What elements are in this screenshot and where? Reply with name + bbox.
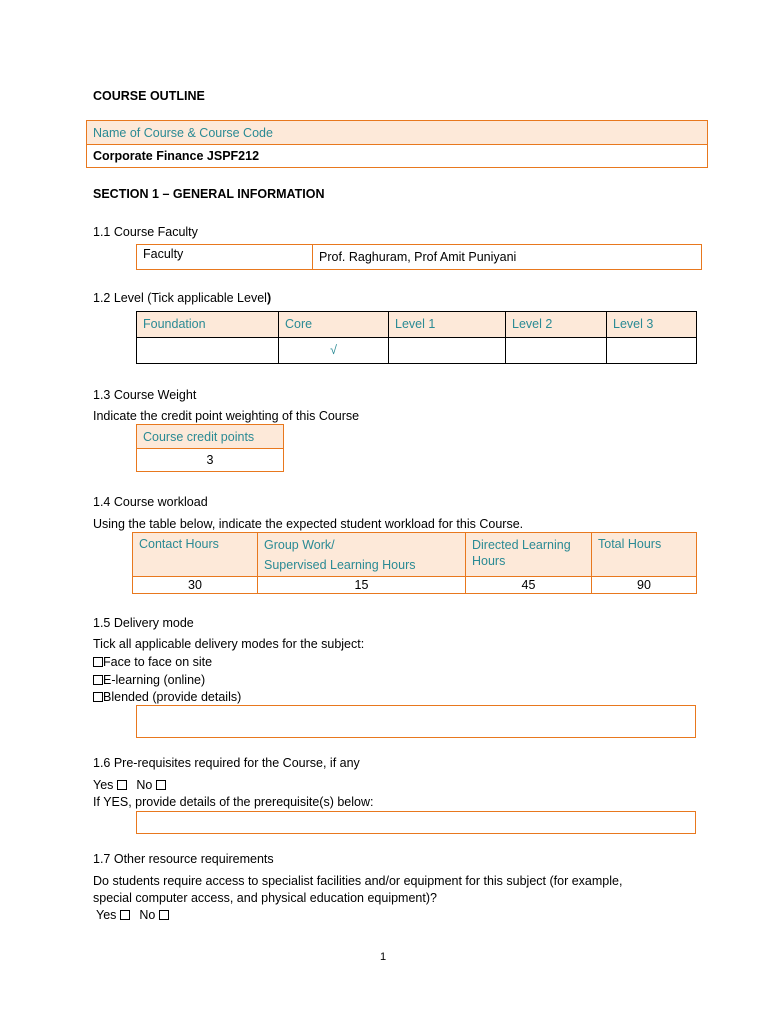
delivery-instruction: Tick all applicable delivery modes for the subject: xyxy=(93,637,365,651)
workload-directed-value: 45 xyxy=(466,577,592,594)
credit-points-table xyxy=(136,424,284,472)
credit-points-label: Course credit points xyxy=(137,425,284,449)
resources-no-checkbox[interactable] xyxy=(159,910,169,920)
delivery-option-label: Face to face on site xyxy=(103,655,213,669)
level-heading-text: 1.2 Level (Tick applicable Level xyxy=(93,291,267,305)
checkbox-blended[interactable] xyxy=(93,692,103,702)
delivery-option-label: Blended (provide details) xyxy=(103,690,242,704)
resources-question-line2: special computer access, and physical education equipment)? xyxy=(93,891,437,905)
faculty-value: Prof. Raghuram, Prof Amit Puniyani xyxy=(313,245,702,270)
workload-col-directed-line1: Directed Learning xyxy=(472,538,571,552)
prereq-yes-no xyxy=(93,778,166,792)
faculty-label: Faculty xyxy=(137,245,313,270)
delivery-option-face-to-face[interactable] xyxy=(93,655,212,669)
workload-col-contact: Contact Hours xyxy=(133,533,258,577)
section-1-title: SECTION 1 – GENERAL INFORMATION xyxy=(93,187,325,201)
level-tick-level1 xyxy=(389,338,506,364)
workload-table xyxy=(132,532,697,594)
workload-col-group xyxy=(258,533,466,577)
course-name-value: Corporate Finance JSPF212 xyxy=(87,145,708,168)
level-tick-level3 xyxy=(607,338,697,364)
prereq-no-label: No xyxy=(136,778,153,792)
faculty-table xyxy=(136,244,702,270)
prereq-heading: 1.6 Pre-requisites required for the Course, if any xyxy=(93,756,360,770)
resources-yes-label: Yes xyxy=(96,908,117,922)
level-col-level1: Level 1 xyxy=(389,312,506,338)
delivery-option-label: E-learning (online) xyxy=(103,673,206,687)
checkbox-e-learning[interactable] xyxy=(93,675,103,685)
workload-col-directed xyxy=(466,533,592,577)
level-tick-core: √ xyxy=(279,338,389,364)
prereq-yes-label: Yes xyxy=(93,778,114,792)
resources-question-line1: Do students require access to specialist facilities and/or equipment for this subject (for example, xyxy=(93,874,623,888)
workload-heading: 1.4 Course workload xyxy=(93,495,208,509)
checkbox-face-to-face[interactable] xyxy=(93,657,103,667)
weight-instruction: Indicate the credit point weighting of this Course xyxy=(93,409,360,423)
resources-no-label: No xyxy=(139,908,156,922)
resources-yes-no xyxy=(96,908,169,922)
prereq-instruction: If YES, provide details of the prerequisite(s) below: xyxy=(93,795,374,809)
level-tick-foundation xyxy=(137,338,279,364)
level-col-level2: Level 2 xyxy=(506,312,607,338)
workload-col-total: Total Hours xyxy=(592,533,697,577)
workload-col-group-line2: Supervised Learning Hours xyxy=(264,558,416,572)
workload-instruction: Using the table below, indicate the expected student workload for this Course. xyxy=(93,517,524,531)
faculty-heading: 1.1 Course Faculty xyxy=(93,225,198,239)
workload-contact-value: 30 xyxy=(133,577,258,594)
resources-heading: 1.7 Other resource requirements xyxy=(93,852,274,866)
course-name-header: Name of Course & Course Code xyxy=(87,121,708,145)
level-col-level3: Level 3 xyxy=(607,312,697,338)
document-title: COURSE OUTLINE xyxy=(93,89,205,103)
workload-group-value: 15 xyxy=(258,577,466,594)
page-number: 1 xyxy=(380,951,387,963)
level-table xyxy=(136,311,697,364)
level-col-core: Core xyxy=(279,312,389,338)
level-tick-level2 xyxy=(506,338,607,364)
prereq-no-checkbox[interactable] xyxy=(156,780,166,790)
prereq-details-field[interactable] xyxy=(136,811,696,834)
delivery-option-e-learning[interactable] xyxy=(93,673,205,687)
credit-points-value: 3 xyxy=(137,449,284,472)
level-col-foundation: Foundation xyxy=(137,312,279,338)
workload-col-directed-line2: Hours xyxy=(472,554,506,568)
prereq-yes-checkbox[interactable] xyxy=(117,780,127,790)
course-name-table xyxy=(86,120,708,168)
blended-details-field[interactable] xyxy=(136,705,696,738)
level-heading-paren: ) xyxy=(266,291,272,305)
level-heading xyxy=(93,291,271,305)
weight-heading: 1.3 Course Weight xyxy=(93,388,197,402)
workload-col-group-line1: Group Work/ xyxy=(264,538,335,552)
delivery-option-blended[interactable] xyxy=(93,690,241,704)
delivery-heading: 1.5 Delivery mode xyxy=(93,616,194,630)
workload-total-value: 90 xyxy=(592,577,697,594)
resources-yes-checkbox[interactable] xyxy=(120,910,130,920)
